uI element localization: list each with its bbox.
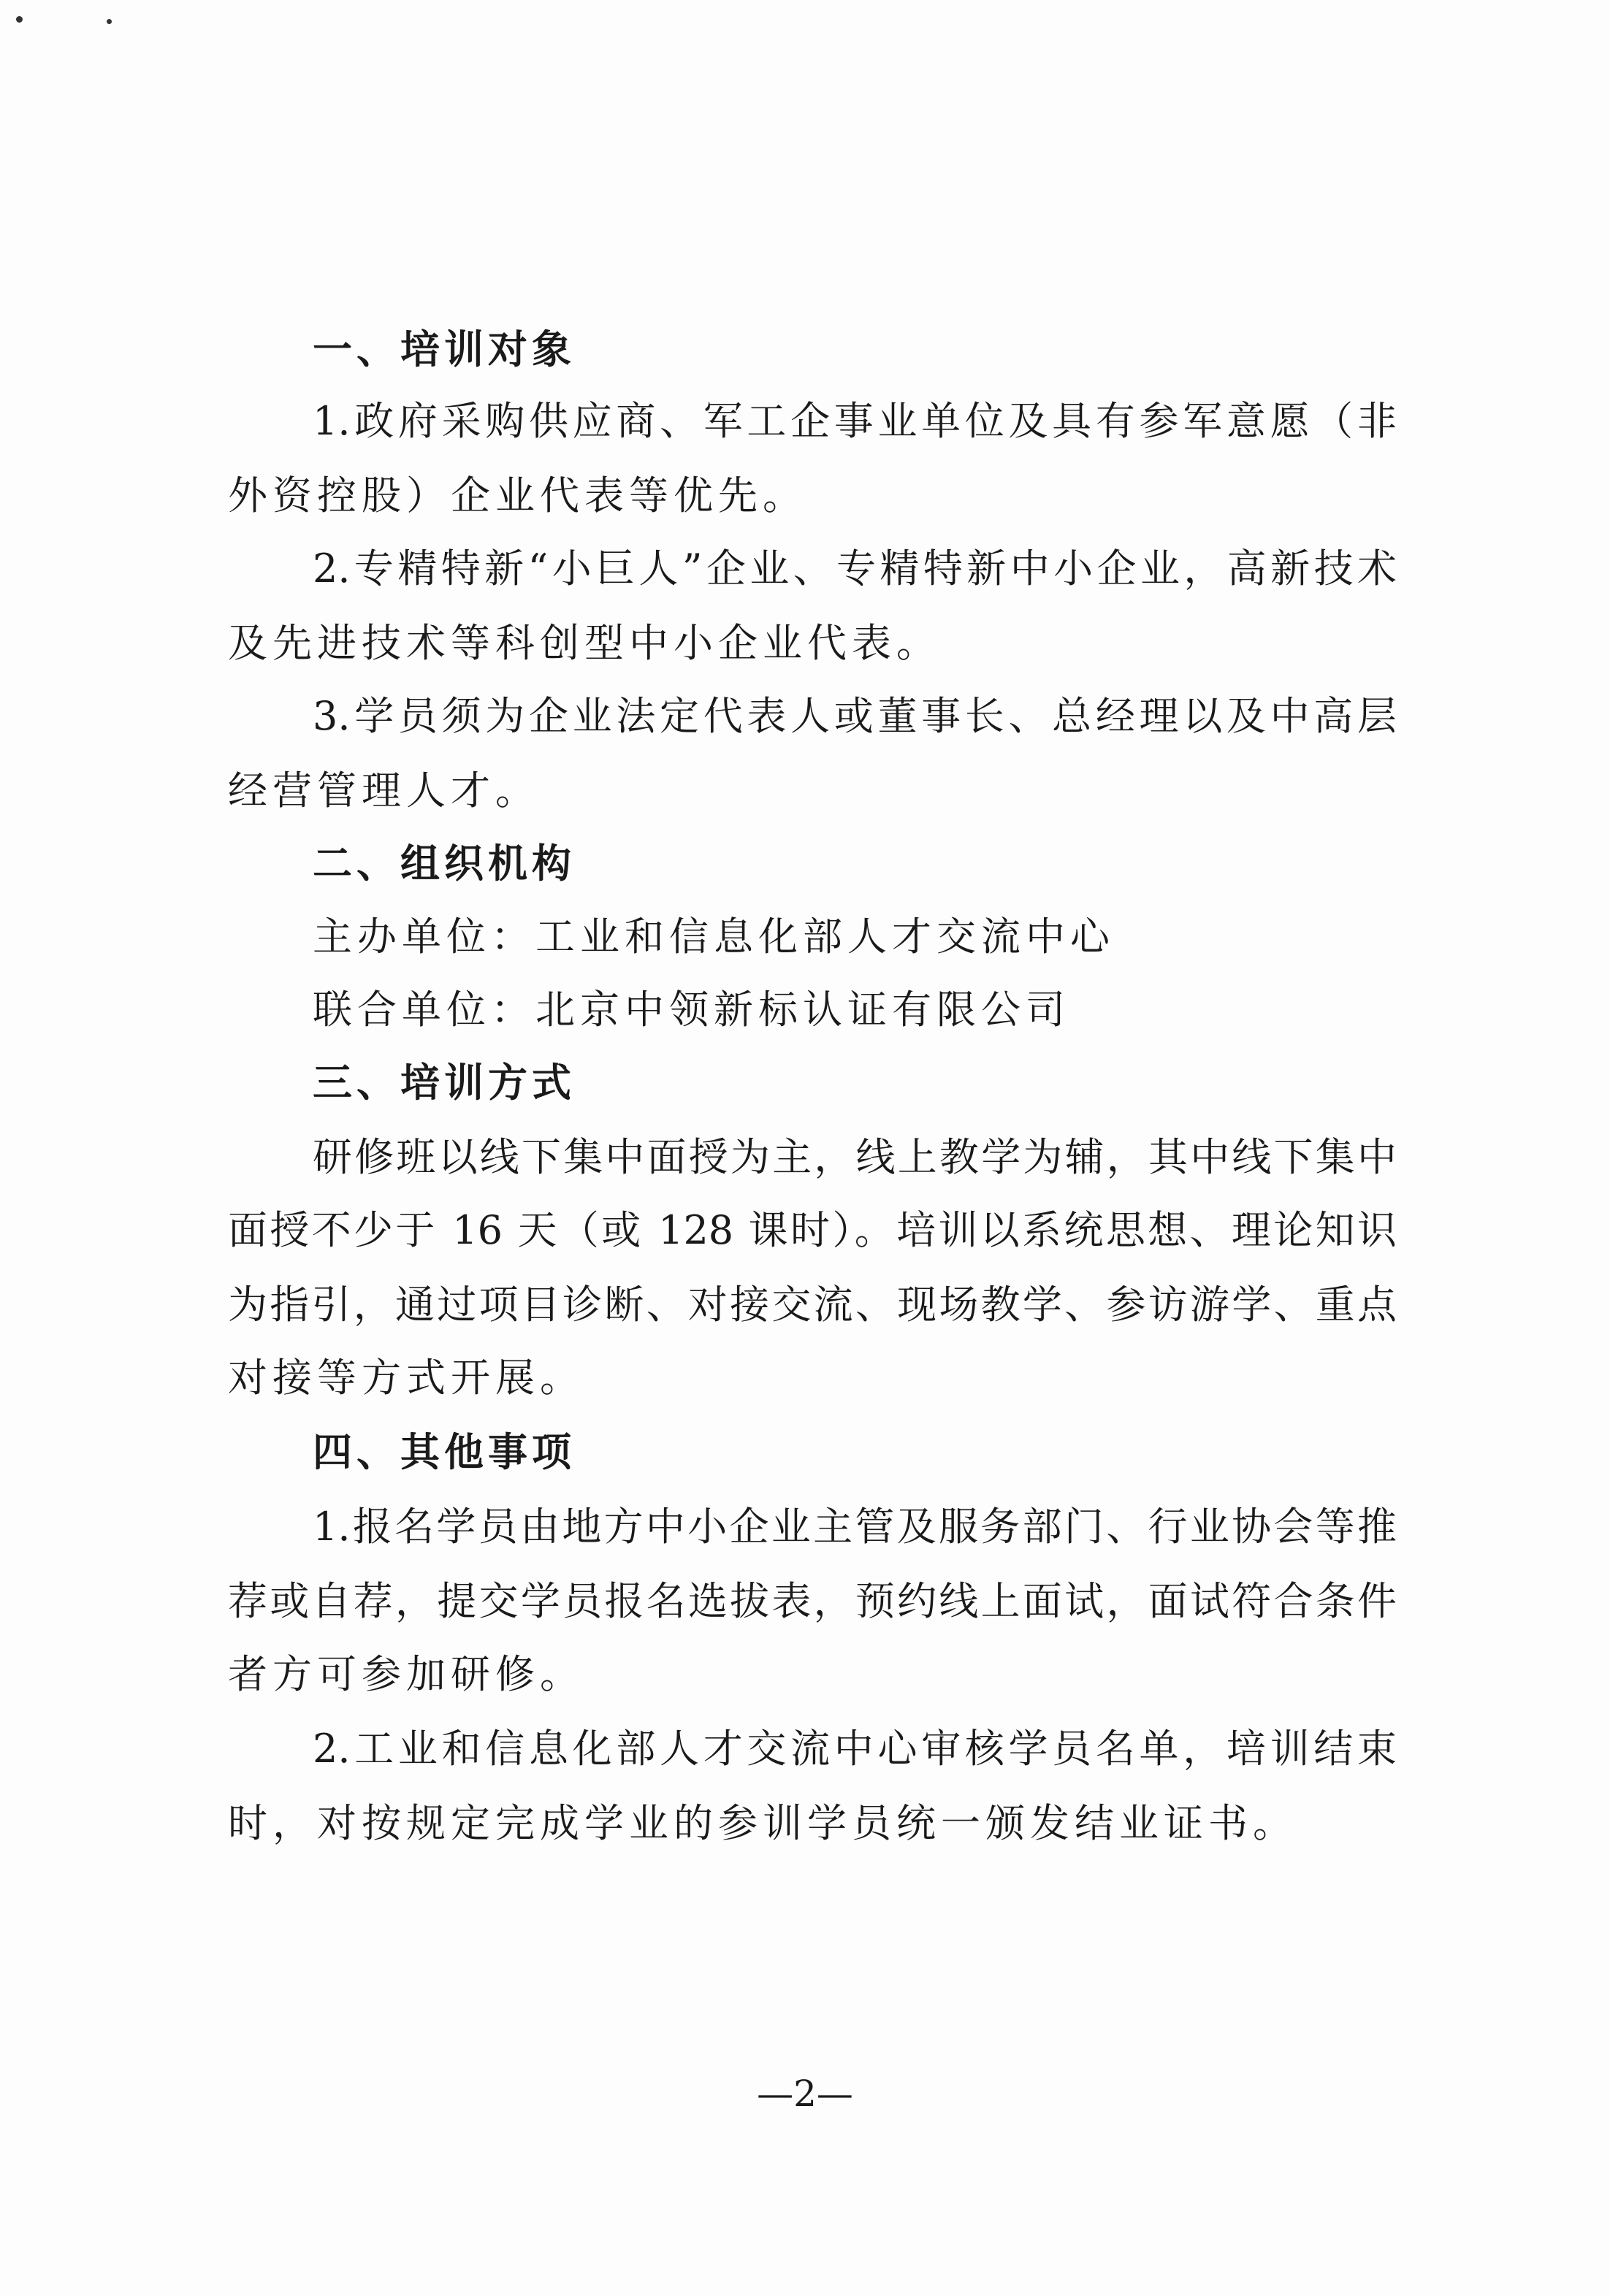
paragraph-line: 2.专精特新“小巨人”企业、专精特新中小企业，高新技术: [313, 546, 1397, 592]
organizer-line: 主办单位：工业和信息化部人才交流中心: [313, 914, 1115, 960]
paragraph-line: 1.报名学员由地方中小企业主管及服务部门、行业协会等推: [313, 1504, 1397, 1550]
paragraph-line: 为指引，通过项目诊断、对接交流、现场教学、参访游学、重点: [228, 1282, 1397, 1328]
paragraph-line: 及先进技术等科创型中小企业代表。: [228, 620, 941, 666]
paragraph-line: 对接等方式开展。: [228, 1355, 584, 1401]
paragraph-line: 时，对按规定完成学业的参训学员统一颁发结业证书。: [228, 1800, 1297, 1846]
scan-speck: [16, 16, 23, 23]
paragraph-line: 经营管理人才。: [228, 768, 540, 814]
section-heading-other-matters: 四、其他事项: [313, 1429, 576, 1475]
paragraph-line: 研修班以线下集中面授为主，线上教学为辅，其中线下集中: [313, 1134, 1397, 1180]
co-organizer-line: 联合单位：北京中领新标认证有限公司: [313, 987, 1070, 1033]
section-heading-organization: 二、组织机构: [313, 841, 576, 887]
section-heading-training-method: 三、培训方式: [313, 1060, 576, 1106]
section-heading-training-targets: 一、培训对象: [313, 326, 576, 372]
paragraph-line: 1.政府采购供应商、军工企事业单位及具有参军意愿（非: [313, 398, 1397, 444]
paragraph-line: 者方可参加研修。: [228, 1651, 584, 1697]
paragraph-line: 2.工业和信息化部人才交流中心审核学员名单，培训结束: [313, 1726, 1397, 1772]
paragraph-line: 3.学员须为企业法定代表人或董事长、总经理以及中高层: [313, 693, 1397, 739]
page-number: —2—: [757, 2073, 853, 2115]
scan-speck: [107, 19, 112, 24]
paragraph-line: 荐或自荐，提交学员报名选拔表，预约线上面试，面试符合条件: [228, 1578, 1397, 1624]
paragraph-line: 面授不少于 16 天（或 128 课时）。培训以系统思想、理论知识: [228, 1207, 1397, 1253]
paragraph-line: 外资控股）企业代表等优先。: [228, 472, 807, 518]
